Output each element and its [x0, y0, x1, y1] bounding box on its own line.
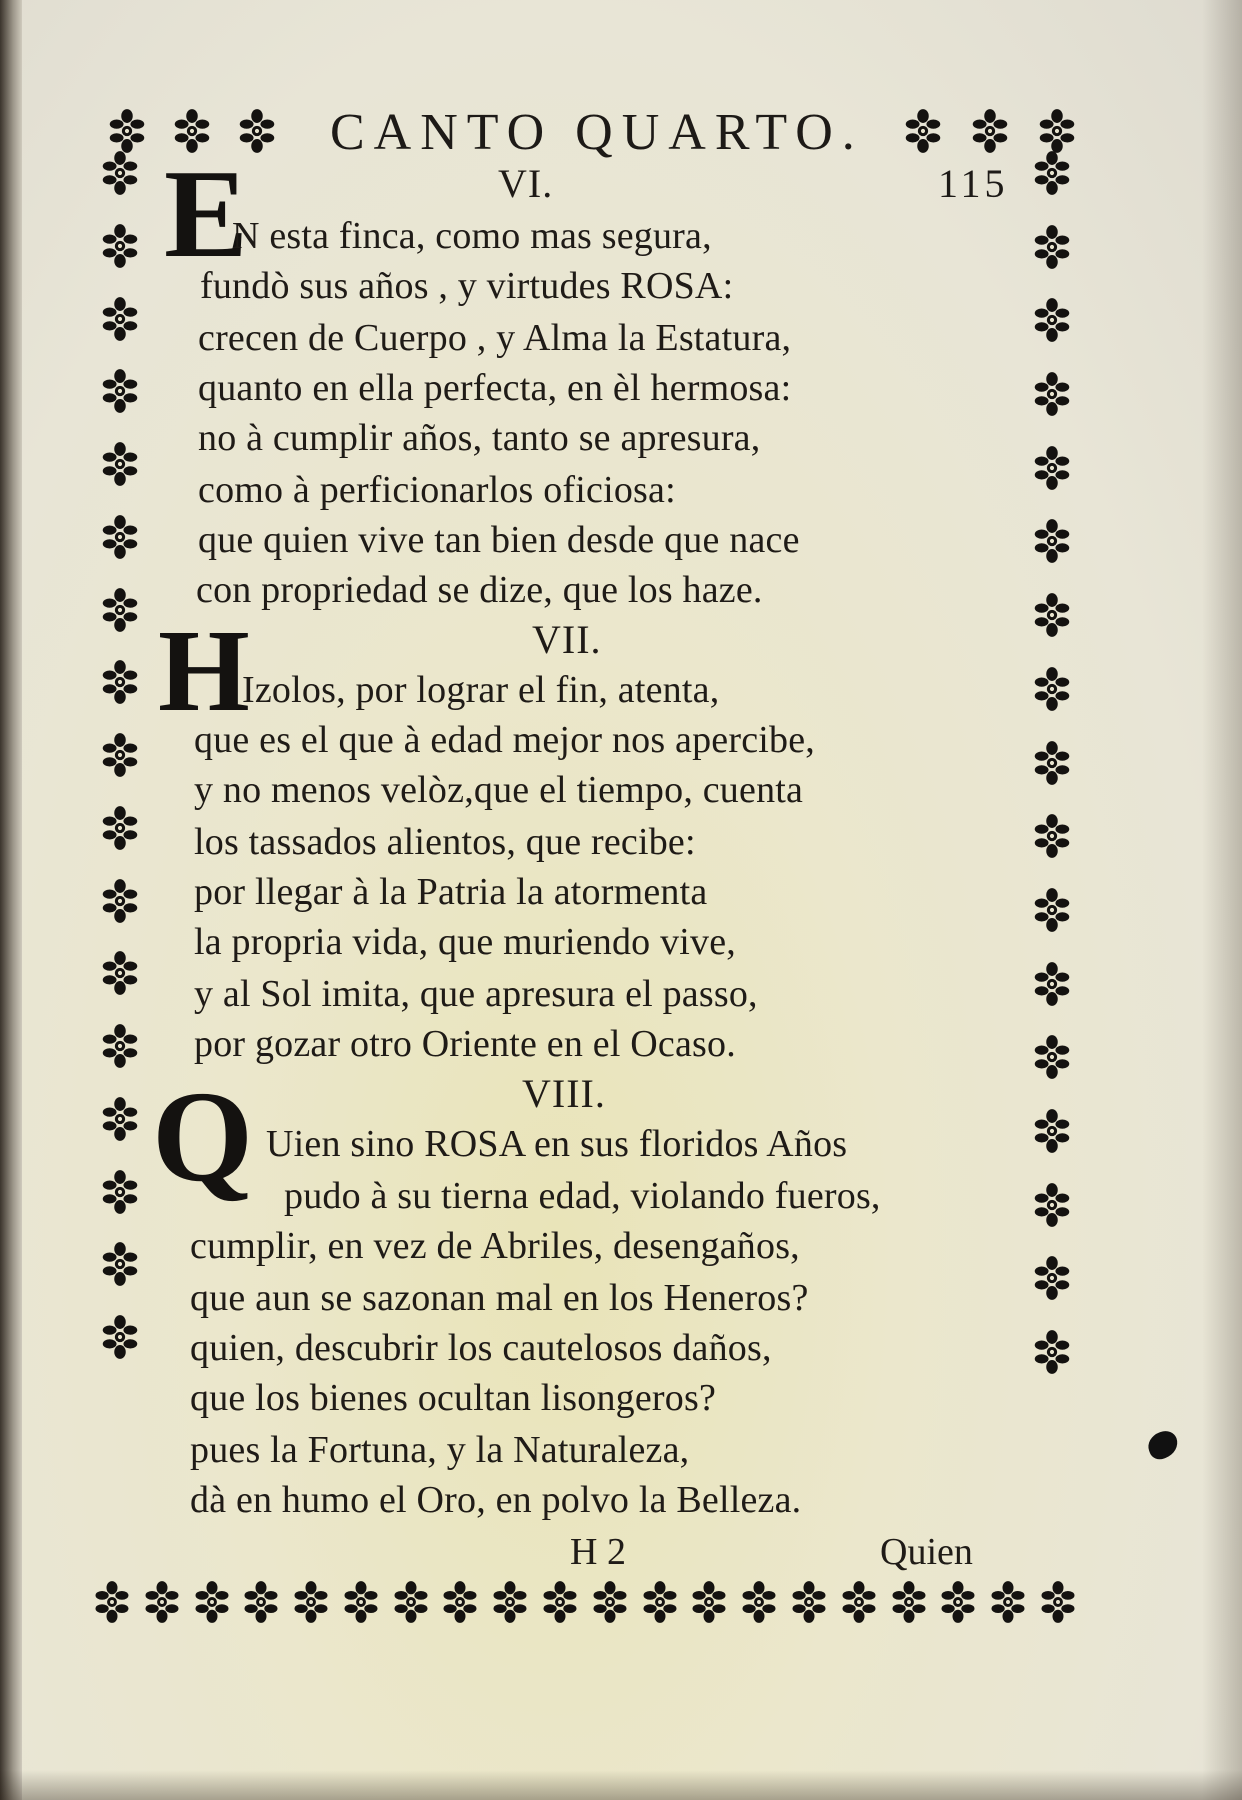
running-head: CANTO QUARTO.: [330, 104, 864, 161]
signature-mark: H 2: [570, 1531, 626, 1573]
drop-capital: E: [164, 145, 249, 284]
stanza-number: VII.: [532, 617, 602, 662]
stanza-number: VIII.: [522, 1071, 606, 1116]
verse-line: Izolos, por lograr el fin, atenta,: [242, 669, 720, 711]
verse-line: quanto en ella perfecta, en èl hermosa:: [198, 367, 792, 409]
verse-line: y no menos velòz,que el tiempo, cuenta: [194, 769, 804, 811]
verse-line: por llegar à la Patria la atormenta: [194, 871, 708, 913]
page-number: 115: [938, 161, 1009, 206]
drop-capital: Q: [152, 1065, 254, 1209]
verse-line: quien, descubrir los cautelosos daños,: [190, 1327, 772, 1369]
verse-line: que quien vive tan bien desde que nace: [198, 519, 800, 561]
catchword: Quien: [880, 1531, 973, 1573]
drop-capital: H: [158, 605, 250, 736]
stanza-number: VI.: [498, 161, 554, 206]
verse-line: como à perficionarlos oficiosa:: [198, 469, 676, 511]
verse-line: pues la Fortuna, y la Naturaleza,: [190, 1429, 690, 1471]
verse-line: que es el que à edad mejor nos apercibe,: [194, 719, 816, 761]
verse-line: la propria vida, que muriendo vive,: [194, 921, 737, 963]
verse-line: Uien sino ROSA en sus floridos Años: [266, 1123, 848, 1165]
verse-line: y al Sol imita, que apresura el passo,: [194, 973, 758, 1015]
verse-line: crecen de Cuerpo , y Alma la Estatura,: [198, 317, 792, 359]
verse-line: que aun se sazonan mal en los Heneros?: [190, 1277, 809, 1319]
verse-line: con propriedad se dize, que los haze.: [196, 569, 763, 611]
verse-line: no à cumplir años, tanto se apresura,: [198, 417, 761, 459]
verse-line: que los bienes ocultan lisongeros?: [190, 1377, 717, 1419]
verse-line: N esta finca, como mas segura,: [232, 215, 712, 257]
verse-line: dà en humo el Oro, en polvo la Belleza.: [190, 1479, 802, 1521]
verse-line: cumplir, en vez de Abriles, desengaños,: [190, 1225, 800, 1267]
verse-line: fundò sus años , y virtudes ROSA:: [200, 265, 734, 307]
verse-line: los tassados alientos, que recibe:: [194, 821, 696, 863]
verse-line: pudo à su tierna edad, violando fueros,: [284, 1175, 881, 1217]
verse-line: por gozar otro Oriente en el Ocaso.: [194, 1023, 736, 1065]
